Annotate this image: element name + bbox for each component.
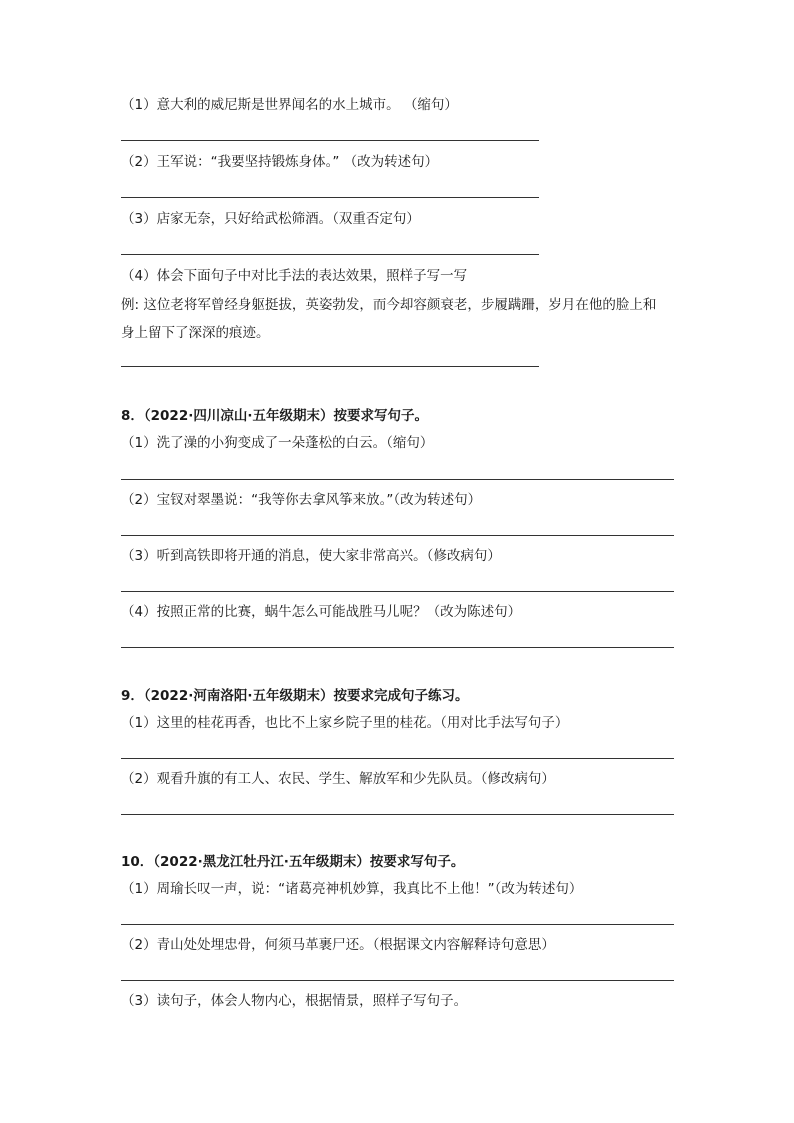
- question-item: （1）周瑜长叹一声，说：“诸葛亮神机妙算，我真比不上他！”（改为转述句）: [121, 881, 583, 897]
- example-text: 例: 这位老将军曾经身躯挺拔，英姿勃发，而今却容颜衰老，步履蹒跚，岁月在他的脸上和: [121, 297, 657, 313]
- answer-line[interactable]: [121, 197, 539, 198]
- question-item: （1）这里的桂花再香，也比不上家乡院子里的桂花。（用对比手法写句子）: [121, 715, 569, 731]
- question-item: （2）观看升旗的有工人、农民、学生、解放军和少先队员。（修改病句）: [121, 771, 555, 787]
- answer-line[interactable]: [121, 814, 674, 815]
- question-item: （4）体会下面句子中对比手法的表达效果，照样子写一写: [121, 268, 468, 284]
- answer-line[interactable]: [121, 758, 674, 759]
- answer-line[interactable]: [121, 924, 674, 925]
- question-item: （3）读句子，体会人物内心，根据情景，照样子写句子。: [121, 993, 468, 1009]
- question-heading: 8．（2022·四川凉山·五年级期末）按要求写句子。: [121, 408, 428, 424]
- answer-line[interactable]: [121, 366, 539, 367]
- question-item: （1）洗了澡的小狗变成了一朵蓬松的白云。（缩句）: [121, 435, 434, 451]
- question-item: （1）意大利的威尼斯是世界闻名的水上城市。 （缩句）: [121, 97, 458, 113]
- question-item: （2）宝钗对翠墨说：“我等你去拿风筝来放。”（改为转述句）: [121, 492, 482, 508]
- answer-line[interactable]: [121, 535, 674, 536]
- question-item: （3）听到高铁即将开通的消息，使大家非常高兴。（修改病句）: [121, 548, 501, 564]
- answer-line[interactable]: [121, 647, 674, 648]
- question-item: （2）青山处处埋忠骨，何须马革裹尸还。（根据课文内容解释诗句意思）: [121, 937, 555, 953]
- answer-line[interactable]: [121, 980, 674, 981]
- question-heading: 10．（2022·黑龙江牡丹江·五年级期末）按要求写句子。: [121, 854, 465, 870]
- question-item: （2）王军说：“我要坚持锻炼身体。” （改为转述句）: [121, 154, 439, 170]
- answer-line[interactable]: [121, 479, 674, 480]
- answer-line[interactable]: [121, 591, 674, 592]
- example-text: 身上留下了深深的痕迹。: [121, 325, 270, 341]
- question-heading: 9．（2022·河南洛阳·五年级期末）按要求完成句子练习。: [121, 688, 469, 704]
- question-item: （3）店家无奈，只好给武松筛酒。（双重否定句）: [121, 211, 420, 227]
- answer-line[interactable]: [121, 140, 539, 141]
- question-item: （4）按照正常的比赛，蜗牛怎么可能战胜马儿呢？（改为陈述句）: [121, 604, 522, 620]
- answer-line[interactable]: [121, 254, 539, 255]
